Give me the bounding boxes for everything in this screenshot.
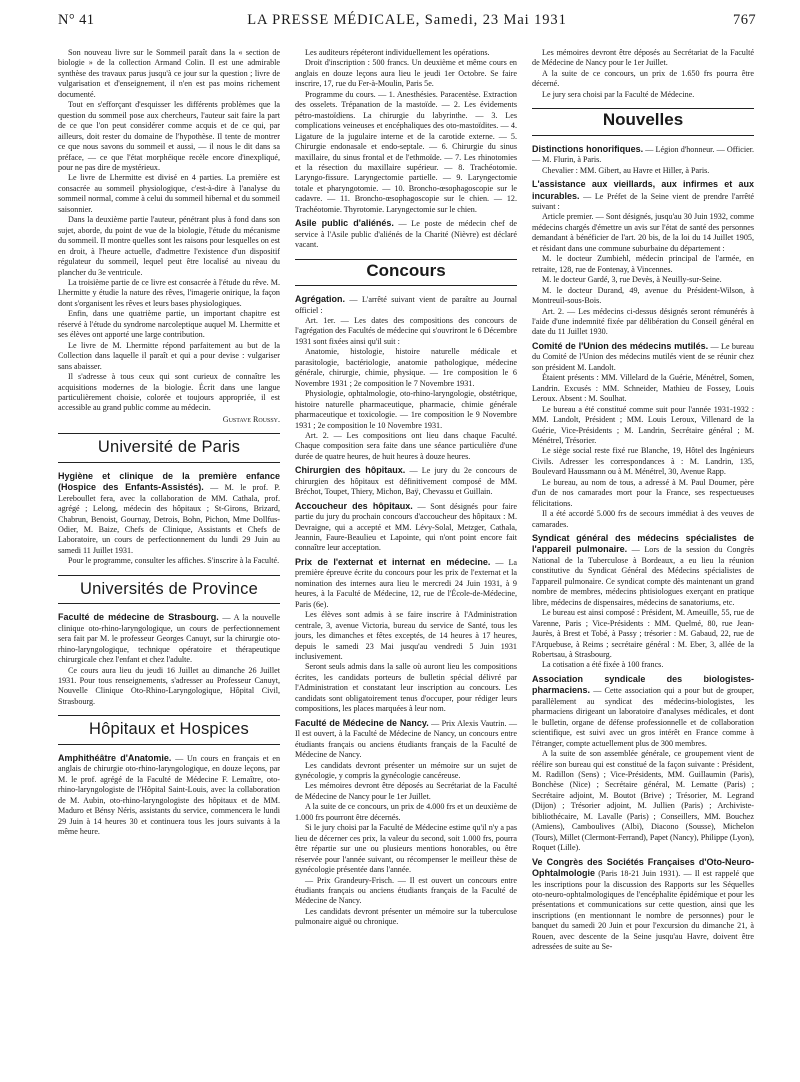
paragraph: Il a été accordé 5.000 frs de secours immédiat à des veuves de camarades. (532, 509, 754, 529)
item-text: — Le poste de médecin chef de service à l'Asile public d'aliénés de la Charité (Nièvre) est déclaré vacant. (295, 219, 518, 250)
column-2 (295, 48, 517, 953)
paragraph: Les mémoires devront être déposés au Secrétariat de la Faculté de Médecine de Nancy pour le 1er Juillet. (295, 781, 517, 801)
journal-title: LA PRESSE MÉDICALE, Samedi, 23 Mai 1931 (247, 12, 567, 28)
item-text: — Légion d'honneur. — Officier. — M. Flurin, à Paris. (532, 144, 754, 165)
item-head: Agrégation. (295, 294, 346, 305)
item-text: — M. le prof. P. Lereboullet fera, avec la collaboration de MM. Cathala, prof. agrégé ; Lelong, médecin des hôpitaux ; St-Girons, Brizard, Chabrun, Benoist, Gournay, Detrois, Bohn, Pichon, Mme Dollfus-Odier, M. Baize, Chefs de Clinique, Assistants et Chefs de Laboratoire, un cours de perfectionnement du lundi 29 Juin au samedi 11 Juillet 1931. (58, 483, 281, 555)
item-text: — Prix Alexis Vautrin. — Il est ouvert, à la Faculté de Médecine de Nancy, un concours entre étudiants français ou anciens étudiants français de la Faculté de Médecine de Nancy. (295, 718, 517, 760)
item-text: — Le bureau du Comité de l'Union des médecins mutilés vient de se réunir chez son président M. Landolt. (532, 341, 754, 372)
paragraph: La cotisation a été fixée à 100 francs. (542, 660, 664, 670)
item-text: — Cette association qui a pour but de grouper, parallèlement au syndicat des médecins-biologistes, les pharmaciens dirigeant un laboratoire d'analyses médicales, et dont le bulletin, organe de défense professionnelle et de collaboration scientifique, est suivi avec un gros intérêt en France comme à l'étranger, compte actuellement plus de 300 membres. (532, 686, 754, 748)
section-title-concours: Concours (366, 260, 446, 280)
item-head: Faculté de Médecine de Nancy. (295, 717, 429, 728)
page-header (58, 12, 756, 34)
section-title-paris: Université de Paris (97, 438, 241, 457)
item-head: Prix de l'externat et internat en médecine. (295, 556, 491, 567)
paragraph: A la suite de ce concours, un prix de 1.650 frs pourra être décerné. (532, 68, 754, 89)
paragraph: Chevalier : MM. Gibert, au Havre et Hiller, à Paris. (542, 165, 710, 175)
columns (58, 48, 756, 953)
section-title-hopitaux: Hôpitaux et Hospices (89, 720, 249, 739)
section-rule (295, 285, 517, 286)
paragraph: Article premier. — Sont désignés, jusqu'au 30 Juin 1932, comme médecins chargés d'émettre un avis sur l'état de santé des personnes demandant à bénéficier de l'art. 20 bis, de la loi du 14 Juillet 1905, et résidant dans une commune suburbaine du département : (532, 212, 754, 253)
paragraph: Droit d'inscription : 500 francs. Un deuxième et même cours en anglais en douze leçons aura lieu le jeudi 1er Octobre. Se faire inscrire, 17, rue du Fer-à-Moulin, Paris 5e. (295, 58, 517, 89)
paragraph: Le bureau est ainsi composé : Président, M. Ameuille, 55, rue de Varenne, Paris ; Vice-Présidents : MM. Quelmé, 80, rue Jean-Jaurès, à Brest et Tobé, à Passy ; trésorier : M. Gabaud, 22, rue de l'Arquebuse, à Reims ; secrétaire général : M. Eber, 3, allée de la Robertsau, à Strasbourg. (532, 608, 754, 660)
item-head: Chirurgien des hôpitaux. (295, 465, 406, 476)
item-head: Asile public d'aliénés. (295, 218, 394, 229)
item-note: Pour le programme, consulter les affiches. S'inscrire à la Faculté. (68, 556, 280, 566)
column-3 (532, 48, 754, 953)
paragraph: Étaient présents : MM. Villelard de la Guérie, Ménétrel, Somen, Landrin. Excusés : MM. Schneider, Mathieu de Fossey, Louis Leroux. Absent : M. Soulhat. (532, 373, 754, 404)
paragraph: Anatomie, histologie, histoire naturelle médicale et parasitologie, bactériologie, anatomie pathologique, médecine générale, chirurgie, chimie, physique. — 1re composition le 6 Novembre 1931 ; 2e composition le 7 Novembre 1931. (295, 347, 517, 388)
item-text: — Le Préfet de la Seine vient de prendre l'arrêté suivant : (532, 191, 754, 211)
paragraph: A la suite de ce concours, un prix de 4.000 frs et un deuxième de 1.000 frs pourront être décernés. (295, 802, 517, 822)
item-text: — Le jury du 2e concours de chirurgien des hôpitaux est définitivement composé de MM. Bréchot, Toupet, Thiery, Michon, Baÿ, Chevassu et Guillain. (295, 466, 518, 497)
paragraph: Programme du cours. — 1. Anesthésies. Paracentèse. Extraction des osselets. Trépanation de la mastoïde. — 2. Les évidements pétro-mastoïdiens. La chirurgie du labyrinthe. — 3. Les complications veineuses et encéphaliques des oto-mastoïdites. — 4. Ligature de la jugulaire interne et de la carotide externe. — 5. Chirurgie endonasale et endo-septale. — 6. Chirurgie du sinus maxillaire, du sinus frontal et de l'ethmoïde. — 7. Les rhinotomies et la résection du maxillaire supérieur. — 8. Trachéotomie. Laryngo-fissure. Laryngectomie partielle. — 9. Laryngectomie totale et pharyngotomie. — 10. Broncho-œsophagoscopie sur le cadavre. — 11. Broncho-œsophagoscopie sur le chien. — 12. Trachéotomie. Thyrotomie. Laryngectomie sur le chien. (295, 89, 517, 214)
section-title-nouvelles: Nouvelles (602, 110, 684, 130)
item-head: Distinctions honorifiques. (532, 143, 644, 154)
column-1 (58, 48, 280, 953)
paragraph: Le bureau, au nom de tous, a adressé à M. Paul Doumer, père d'un de nos camarades mort pour la France, ses respectueuses félicitations. (532, 477, 754, 508)
paragraph: Les mémoires devront être déposés au Secrétariat de la Faculté de Médecine de Nancy pour le 1er Juillet. (532, 48, 754, 68)
paragraph: — Prix Grandeury-Frisch. — Il est ouvert un concours entre étudiants français ou anciens étudiants français de la Faculté de Médecine de Nancy. (295, 875, 517, 906)
item-text: — Sont désignés pour faire partie du jury du prochain concours d'accoucheur des hôpitaux : M. Devraigne, qui a accepté et MM. Lévy-Solal, Metzger, Cathala, Jeannin, Faure-Beaulieu et Lapointe, qui n'ont point encore fait connaître leur acceptation. (295, 501, 517, 553)
paragraph: Art. 2. — Les médecins ci-dessus désignés seront rémunérés à l'aide d'une indemnité fixée par délibération du Conseil général en date du 11 Juillet 1930. (532, 306, 754, 337)
paragraph: Les candidats devront présenter un mémoire sur la tuberculose pulmonaire aiguë ou chronique. (295, 906, 517, 927)
paragraph: A la suite de son assemblée générale, ce groupement vient de réélire son bureau qui est constitué de la façon suivante : Président, M. Radillon (Sens) ; Vice-Présidents, MM. Guillaumin (Paris), Bonchèse (Nice) ; Secrétaire général, M. Lematte (Paris) ; Secrétaire adjoint, M. Boutot (Brive) ; Trésorier, M. Legrand (Dijon) ; Trésorier adjoint, M. Jullien (Paris) ; Archiviste-bibliothécaire, M. Lavalle (Paris) ; Conseillers, MM. Bouchez (Amiens), Camboulives (Albi), Diacono (Sousse), Michelon (Tours), Millet (Clermont-Ferrand), Papet (Nancy), Philippe (Lyon), Roquet (Lille). (532, 749, 754, 853)
item-head: Comité de l'Union des médecins mutilés. (532, 340, 709, 351)
item-text: — A la nouvelle clinique oto-rhino-laryngologique, un cours de perfectionnement sera fait par M. le professeur Georges Canuyt, sur la chirurgie oto-rhino-laryngologique, technique opératoire et thérapeutique chirurgicale chez l'enfant et chez l'adulte. (58, 613, 281, 665)
item-head: Accoucheur des hôpitaux. (295, 500, 413, 511)
item-text: — Un cours en français et en anglais de chirurgie oto-rhino-laryngologique, en douze leçons, par M. le prof. agrégé de la Faculté de Médecine F. Lemaître, oto-rhino-laryngologiste de l'Hôpital Saint-Louis, avec la collaboration de M. Aubin, oto-rhino-laryngologiste des hôpitaux et de MM. Maduro et Bénsy Néris, assistants du service, commencera le lundi 29 Juin à 14 heures 30 et continuera tous les jours suivants à la même heure. (58, 753, 281, 836)
paragraph: Le livre de M. Lhermitte répond parfaitement au but de la Collection dans laquelle il paraît et qui a pour devise : vulgariser sans abaisser. (58, 340, 280, 371)
issue-number: N° 41 (58, 12, 95, 28)
paragraph: M. le docteur Durand, 49, avenue du Président-Wilson, à Montreuil-sous-Bois. (532, 285, 754, 306)
paragraph: Les élèves sont admis à se faire inscrire à l'Administration centrale, 3, avenue Victoria, bureau du service de Santé, tous les jours, les dimanches et fêtes exceptés, de 14 heures à 17 heures, depuis le samedi 23 Mai jusqu'au vendredi 5 Juin 1931 inclusivement. (295, 610, 517, 662)
paragraph: Enfin, dans une quatrième partie, un important chapitre est réservé à l'étude du syndrome narcoleptique auquel M. Lhermitte et ses élèves ont apporté une large contribution. (58, 309, 280, 340)
item-text: Ce cours aura lieu du jeudi 16 Juillet au dimanche 26 Juillet 1931. Pour tous renseignements, s'adresser au Professeur Canuyt, Nouvelle Clinique Oto-Rhino-Laryngologique, Hôpital Civil, Strasbourg. (58, 665, 280, 706)
paragraph: La troisième partie de ce livre est consacrée à l'étude du rêve. M. Lhermitte y étudie la nature des rêves, l'imagerie onirique, la façon dont s'organisent les rêves et leurs bases physiologiques. (58, 277, 280, 308)
paragraph: Le bureau a été constitué comme suit pour l'année 1931-1932 : MM. Landolt, Président ; MM. Louis Leroux, Villenard de la Guérie, Vice-Présidents ; M. Landrin, Secrétaire général ; M. Ménétrel, Trésorier. (532, 404, 754, 445)
paragraph: Les candidats devront présenter un mémoire sur un sujet de gynécologie, y compris la gynécologie cancéreuse. (295, 760, 517, 780)
paragraph: M. le docteur Zumbiehl, médecin principal de l'armée, en retraite, 128, rue de Fontenay, à Vincennes. (532, 254, 754, 274)
paragraph: Dans la deuxième partie l'auteur, pénétrant plus à fond dans son sujet, aborde, du point de vue de la biologie, l'étude du mécanisme du sommeil. Il montre quelles sont les raisons pour lesquelles on est en droit, à l'heure actuelle, d'admettre l'existence d'un dispositif régulateur du sommeil, lequel peut être localisé au niveau du plancher du 3e ventricule. (58, 215, 280, 277)
paragraph: Art. 2. — Les compositions ont lieu dans chaque Faculté. Chaque composition sera faite dans une séance particulière d'une durée de quatre heures, de huit heures à douze heures. (295, 430, 517, 461)
author-signature: Gustave Roussy. (222, 414, 280, 424)
paragraph: Tout en s'efforçant d'esquisser les différents problèmes que la question du sommeil pose aux chercheurs, l'auteur sait faire la part de ce que l'on peut considérer comme acquis et de ce qui, par ailleurs, doit rester du domaine de l'hypothèse. Il tente de montrer ce que nous savons du sommeil et aussi, — il nous le dit dans sa préface, — ce que l'état morphéique recèle encore d'inexpliqué, pour ne pas dire de mystérieux. (58, 100, 280, 172)
item-text: — La première épreuve écrite du concours pour les prix de l'externat et la nomination des internes aura lieu le mercredi 24 Juin 1931, à 9 heures, à la Faculté de Médecine, 12, rue de l'École-de-Médecine, Paris (6e). (295, 557, 518, 609)
item-head: Faculté de médecine de Strasbourg. (58, 612, 219, 623)
paragraph: Les auditeurs répéteront individuellement les opérations. (305, 48, 490, 57)
section-rule (532, 135, 754, 136)
paragraph: Seront seuls admis dans la salle où auront lieu les compositions écrites, les candidats porteurs de bulletin spécial délivré par l'Administration et constatant leur inscription au concours. Les candidats sont obligatoirement tenus d'occuper, pour rédiger leurs compositions, les places marquées à leur nom. (295, 662, 517, 714)
item-head: Association syndicale des biologistes-pharmaciens. (532, 673, 754, 696)
paragraph: Le jury sera choisi par la Faculté de Médecine. (542, 89, 695, 99)
item-text: — Lors de la session du Congrès National de la Tuberculose à Bordeaux, a eu lieu la réunion constitutive du Syndicat Général des Médecins spécialistes de l'appareil pulmonaire. Ce syndicat compte dès maintenant un grand nombre de membres, médecins phtisiologues exerçant en pratique libre, médecins de dispensaires, médecins de sanatoriums, etc. (532, 545, 754, 607)
paragraph: Physiologie, ophtalmologie, oto-rhino-laryngologie, obstétrique, histoire naturelle pharmaceutique, pharmacie, chimie générale pharmaceutique et toxicologie. — 1re composition le 9 Novembre 1931 ; 2e composition le 10 Novembre 1931. (295, 389, 517, 430)
paragraph: Le livre de Lhermitte est divisé en 4 parties. La première est consacrée au sommeil physiologique, c'est-à-dire à l'analyse du sommeil normal, comme à celui du sommeil hibernal et du sommeil saisonnier. (58, 173, 280, 214)
item-text: (Paris 18-21 Juin 1931). — Il est rappelé que les inscriptions pour la discussion des Rapports sur les Séquelles oto-neuro-ophtalmologiques de l'encéphalite épidémique et pour les présentations et communications sur cette question, ainsi que les inscriptions (en mentionnant le nombre de personnes) pour le banquet du samedi 20 Juin et pour l'excursion du dimanche 21, à Rouen, avec descente de la Seine jusqu'au Havre, doivent être adressées de suite au Se- (532, 869, 754, 952)
item-head: Amphithéâtre d'Anatomie. (58, 752, 172, 763)
paragraph: Si le jury choisi par la Faculté de Médecine estime qu'il n'y a pas lieu de décerner ces prix, la valeur du second, soit 1.000 frs, pourra être répartie sur une ou plusieurs mentions honorables, ou être réservée pour l'année suivant, ou récompenser le meilleur thèse de gynécologie présentée dans l'année. (295, 823, 517, 875)
paragraph: Il s'adresse à tous ceux qui sont curieux de connaître les acquisitions modernes de la biologie. Écrit dans une langue particulièrement choisie, colorée et toujours appropriée, il est accessible au grand public comme au médecin. (58, 372, 280, 413)
item-head: L'assistance aux vieillards, aux infirmes et aux incurables. (532, 179, 754, 201)
item-head: Hygiène et clinique de la première enfance (Hospice des Enfants-Assistés). (58, 470, 280, 493)
paragraph: Son nouveau livre sur le Sommeil paraît dans la « section de biologie » de la collection Armand Colin. Il est une admirable synthèse des travaux parus jusqu'à ce jour sur la question ; livre de vulgarisation et d'enseignement, il n'en est pas moins richement documenté. (58, 48, 280, 99)
item-text: — L'arrêté suivant vient de paraître au Journal officiel : (295, 295, 518, 315)
section-rule (58, 462, 280, 463)
item-head: Syndicat général des médecins spécialistes de l'appareil pulmonaire. (532, 533, 754, 555)
section-rule (58, 744, 280, 745)
paragraph: Le siège social reste fixé rue Blanche, 19, Hôtel des Ingénieurs Civils. Adresser les correspondances à : M. Landrin, 135, Boulevard Haussmann ou à M. Ménétrel, 30, Avenue Rapp. (532, 446, 754, 477)
paragraph: M. le docteur Gardé, 3, rue Devès, à Neuilly-sur-Seine. (542, 275, 722, 285)
page-number: 767 (733, 12, 756, 28)
section-title-province: Universités de Province (80, 579, 258, 598)
section-rule (58, 603, 280, 604)
item-head: Ve Congrès des Sociétés Françaises d'Oto-Neuro-Ophtalmologie (532, 856, 754, 879)
paragraph: Art. 1er. — Les dates des compositions des concours de l'agrégation des Facultés de médecine qui s'ouvriront le 6 Décembre 1931 sont fixées ainsi qu'il suit : (295, 315, 517, 346)
